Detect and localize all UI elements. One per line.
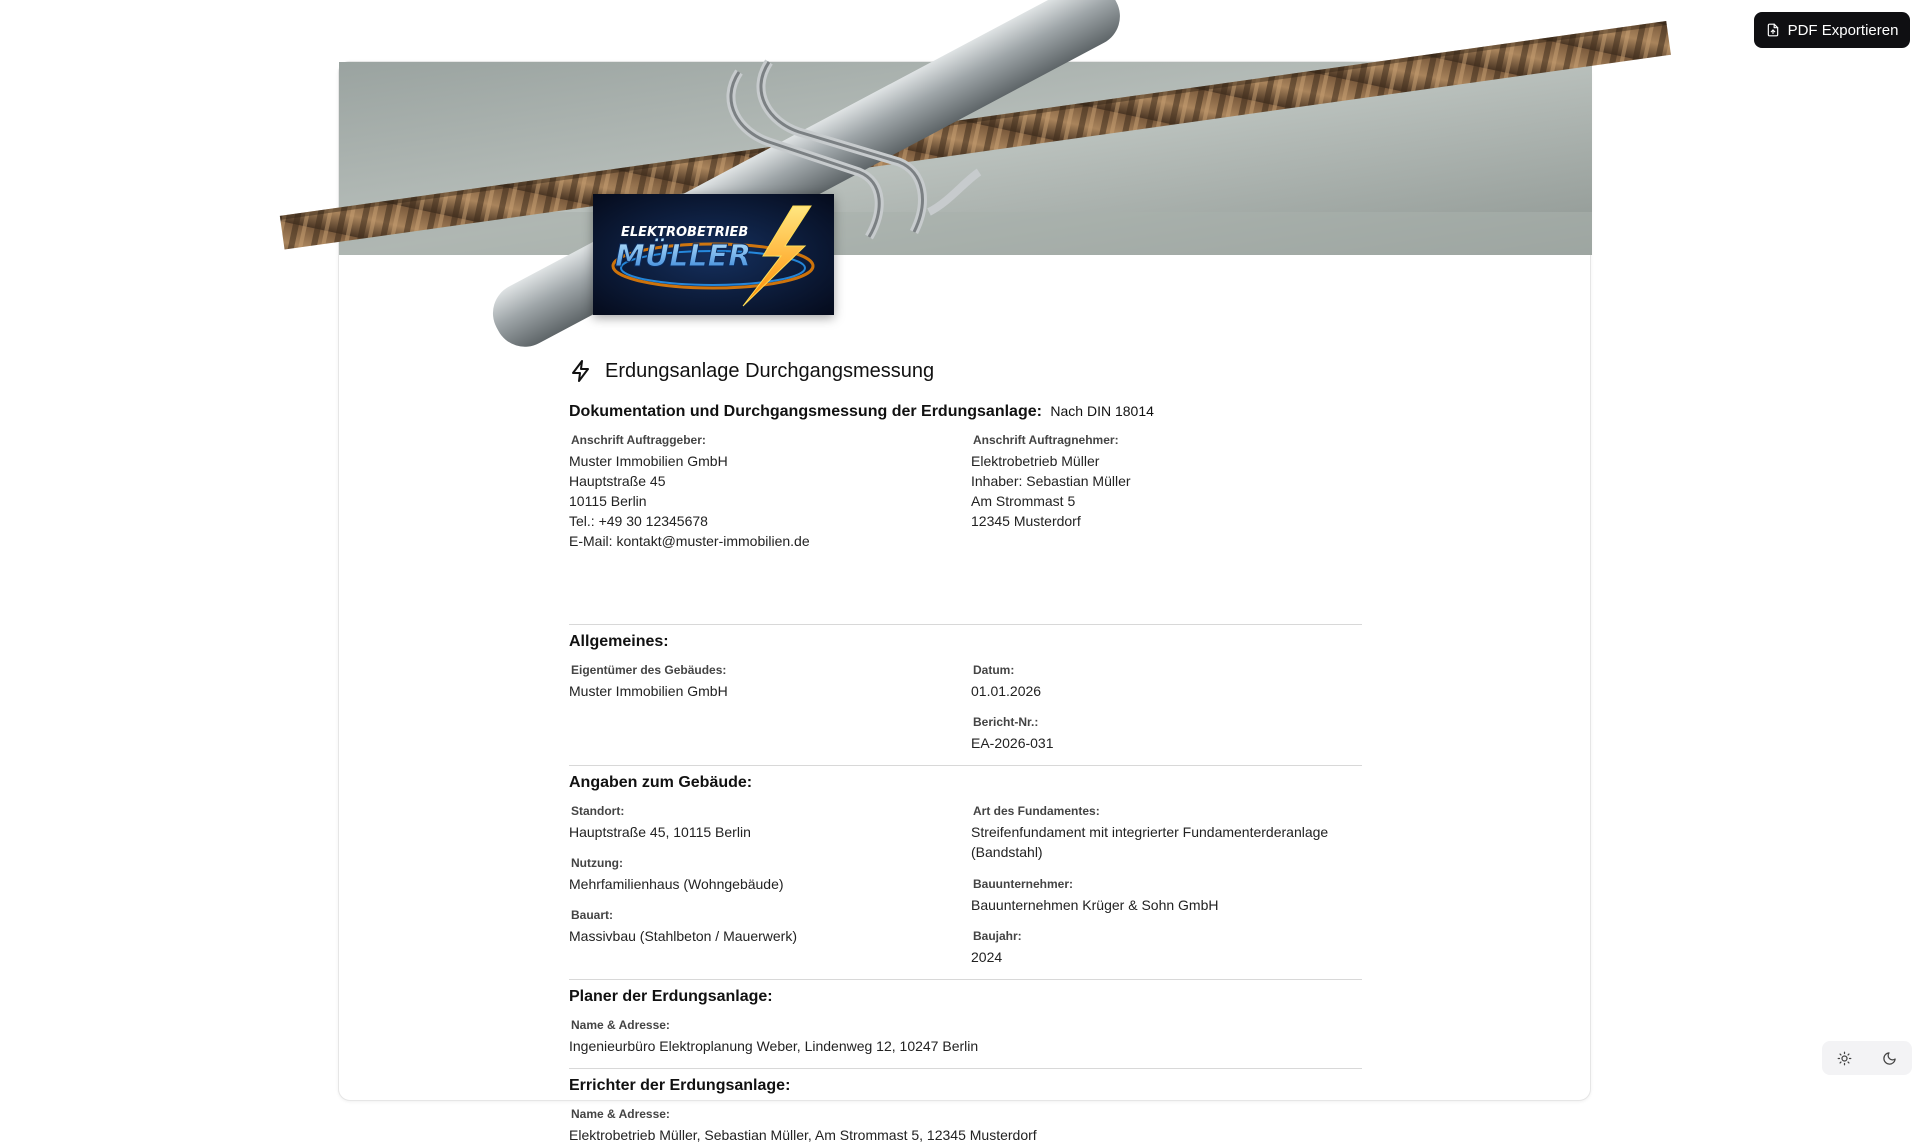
divider — [569, 765, 1362, 766]
owner-label: Eigentümer des Gebäudes: — [571, 663, 727, 677]
usage-field — [569, 856, 959, 894]
foundation-label: Art des Fundamentes: — [973, 804, 1100, 818]
client-line: Tel.: +49 30 12345678 — [569, 513, 708, 529]
contractor-address — [971, 433, 1361, 531]
section-planner-title: Planer der Erdungsanlage: — [569, 988, 773, 1005]
contractor-line: Inhaber: Sebastian Müller — [971, 473, 1131, 489]
usage-label: Nutzung: — [571, 856, 623, 870]
installer-field — [569, 1107, 1362, 1145]
logo-line2: MÜLLER — [615, 239, 752, 274]
report-card — [338, 61, 1591, 1143]
year-label: Baujahr: — [973, 929, 1022, 943]
year-value: 2024 — [971, 949, 1003, 965]
date-value: 01.01.2026 — [971, 683, 1042, 699]
builder-label: Bauunternehmer: — [973, 877, 1074, 891]
pdf-export-label: PDF Exportieren — [1787, 21, 1899, 39]
location-label: Standort: — [571, 804, 625, 818]
location-value: Hauptstraße 45, 10115 Berlin — [569, 824, 751, 840]
client-line: E-Mail: kontakt@muster-immobilien.de — [569, 533, 810, 549]
location-field — [569, 804, 959, 842]
report-number-label: Bericht-Nr.: — [973, 715, 1039, 729]
client-address-label: Anschrift Auftraggeber: — [571, 433, 706, 447]
page-title: Erdungsanlage Durchgangsmessung — [605, 359, 935, 382]
moon-icon[interactable] — [1882, 1051, 1897, 1066]
planner-label: Name & Adresse: — [571, 1018, 670, 1032]
usage-value: Mehrfamilienhaus (Wohngebäude) — [569, 876, 784, 892]
report-subtitle — [569, 403, 1154, 421]
company-logo — [593, 194, 834, 315]
owner-value: Muster Immobilien GmbH — [569, 683, 728, 699]
divider — [569, 624, 1362, 625]
year-field — [971, 929, 1361, 967]
file-export-icon — [1766, 23, 1780, 37]
section-general-title: Allgemeines: — [569, 633, 669, 650]
builder-value: Bauunternehmen Krüger & Sohn GmbH — [971, 897, 1219, 913]
logo-line1: ELEKTROBETRIEB — [621, 225, 749, 240]
client-address — [569, 433, 959, 551]
construction-value: Massivbau (Stahlbeton / Mauerwerk) — [569, 928, 797, 944]
foundation-value: Streifenfundament mit integrierter Fundamenterderanlage (Bandstahl) — [971, 824, 1329, 860]
planner-value: Ingenieurbüro Elektroplanung Weber, Lindenweg 12, 10247 Berlin — [569, 1038, 979, 1054]
pdf-export-button[interactable] — [1754, 12, 1910, 48]
contractor-line: Elektrobetrieb Müller — [971, 453, 1100, 469]
client-line: Muster Immobilien GmbH — [569, 453, 728, 469]
client-line: Hauptstraße 45 — [569, 473, 666, 489]
contractor-address-label: Anschrift Auftragnehmer: — [973, 433, 1119, 447]
section-installer-title: Errichter der Erdungsanlage: — [569, 1077, 791, 1094]
subtitle-bold: Dokumentation und Durchgangsmessung der Erdungsanlage: — [569, 403, 1042, 420]
foundation-field — [971, 804, 1361, 862]
banner-image — [339, 62, 1592, 255]
report-number-field — [971, 715, 1361, 753]
lightning-icon — [569, 359, 593, 383]
divider — [569, 979, 1362, 980]
construction-field — [569, 908, 959, 946]
report-title-row — [569, 359, 934, 383]
date-field — [971, 663, 1361, 701]
owner-field — [569, 663, 959, 701]
client-line: 10115 Berlin — [569, 493, 647, 509]
date-label: Datum: — [973, 663, 1015, 677]
installer-value: Elektrobetrieb Müller, Sebastian Müller, Am Strommast 5, 12345 Musterdorf — [569, 1127, 1037, 1143]
divider — [569, 1068, 1362, 1069]
contractor-line: Am Strommast 5 — [971, 493, 1076, 509]
contractor-line: 12345 Musterdorf — [971, 513, 1081, 529]
installer-label: Name & Adresse: — [571, 1107, 670, 1121]
planner-field — [569, 1018, 1362, 1056]
report-number-value: EA-2026-031 — [971, 735, 1054, 751]
builder-field — [971, 877, 1361, 915]
sun-icon[interactable] — [1837, 1051, 1852, 1066]
subtitle-norm: Nach DIN 18014 — [1050, 403, 1154, 419]
section-building-title: Angaben zum Gebäude: — [569, 774, 753, 791]
theme-toggle — [1822, 1041, 1912, 1075]
construction-label: Bauart: — [571, 908, 614, 922]
